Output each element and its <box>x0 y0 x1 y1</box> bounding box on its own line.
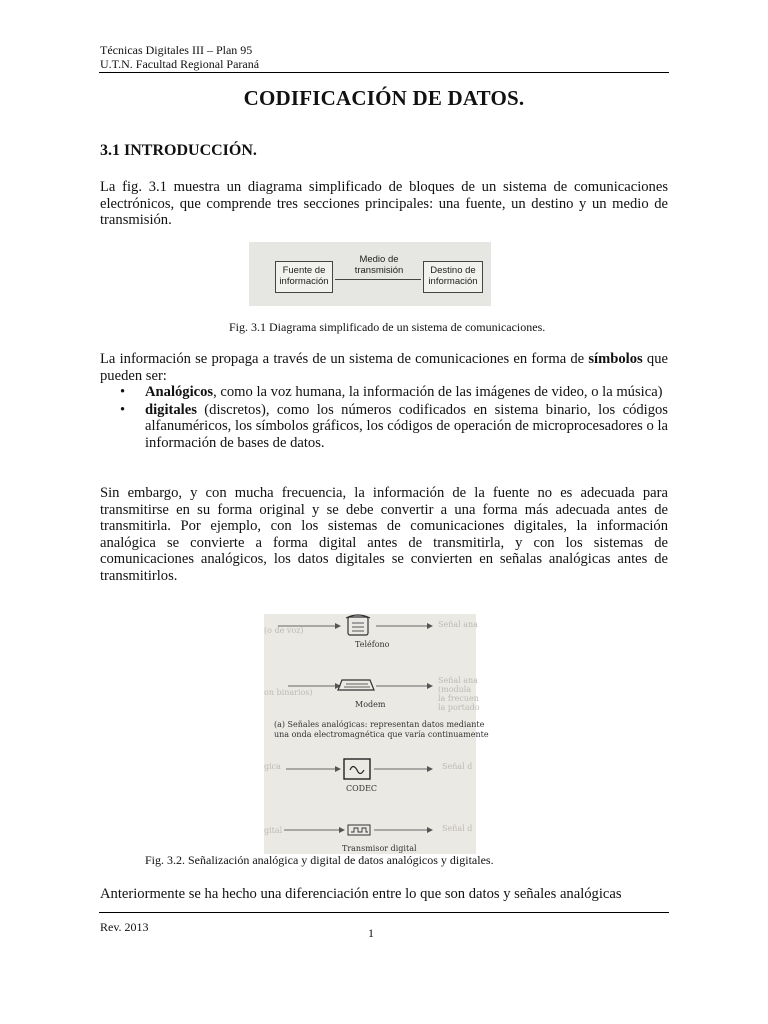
dest-label-2: información <box>428 276 478 287</box>
input-label-4: gital <box>264 826 283 835</box>
closing-paragraph: Anteriormente se ha hecho una diferenciación entre lo que son datos y señales analógicas <box>100 886 622 902</box>
output-label-2c: la frecuen <box>438 694 479 703</box>
medium-line <box>335 279 421 280</box>
symbols-tail: que pueden ser: <box>100 351 668 384</box>
destination-block <box>423 261 483 293</box>
telephone-label: Teléfono <box>355 640 390 649</box>
analog-note-line-1: (a) Señales analógicas: representan datos mediante <box>274 720 485 729</box>
codec-label: CODEC <box>346 784 378 793</box>
header-course: Técnicas Digitales III – Plan 95 <box>100 43 253 57</box>
input-label-2: on binarios) <box>264 688 313 697</box>
codec-icon <box>344 759 370 779</box>
list-item-analog <box>100 384 668 401</box>
modem-label: Modem <box>355 700 386 709</box>
figure-3-1-caption: Fig. 3.1 Diagrama simplificado de un sistema de comunicaciones. <box>229 320 546 334</box>
document-title: CODIFICACIÓN DE DATOS. <box>243 86 525 110</box>
output-label-1: Señal ana <box>438 620 478 629</box>
list-item-digital <box>100 402 668 452</box>
output-label-4: Señal d <box>442 824 473 833</box>
source-label-1: Fuente de <box>282 265 326 276</box>
bullet-icon: • <box>120 384 126 400</box>
digital-term: digitales <box>145 401 197 418</box>
conversion-paragraph: Sin embargo, y con mucha frecuencia, la información de la fuente no es adecuada para transmitirse en su forma original y se debe convertir a una forma más adecuada antes de transmitirla. Por ejemplo, con los sistemas de comunicaciones digitales, la información analógica se convierte a forma digital antes de transmitirla, y con los sistemas de comunicaciones analógicos, los datos digitales se convierten en señalas analógicas antes de transmitirlos. <box>100 485 668 584</box>
source-label-2: información <box>279 276 329 287</box>
header-institution: U.T.N. Facultad Regional Paraná <box>100 57 260 71</box>
digital-text: (discretos), como los números codificados en sistema binario, los códigos alfanuméricos, los símbolos gráficos, los códigos de operación de microprocesadores o la información de bases de datos. <box>145 401 668 451</box>
section-heading: 3.1 INTRODUCCIÓN. <box>100 142 257 159</box>
input-label-1: (o de voz) <box>264 626 304 635</box>
output-label-3: Señal d <box>442 762 473 771</box>
figure-3-1 <box>249 242 491 306</box>
dest-label-1: Destino de <box>430 265 476 276</box>
medium-label-2: transmisión <box>354 265 404 276</box>
output-label-2b: (modula <box>438 685 472 694</box>
transmitter-label: Transmisor digital <box>342 844 417 853</box>
figure-3-2 <box>264 614 489 854</box>
digital-transmitter-icon <box>348 825 370 835</box>
bullet-icon: • <box>120 401 126 418</box>
analog-note-line-2: una onda electromagnética que varía continuamente <box>274 730 489 739</box>
medium-label <box>339 254 419 276</box>
symbols-term: símbolos <box>588 351 643 367</box>
output-label-2d: la portado <box>438 703 480 712</box>
figure-3-2-caption: Fig. 3.2. Señalización analógica y digital de datos analógicos y digitales. <box>145 853 494 867</box>
source-block <box>275 261 333 293</box>
input-label-3: gica <box>264 762 281 771</box>
symbol-types-list <box>100 384 668 452</box>
output-label-2a: Señal ana <box>438 676 478 685</box>
footer-divider <box>99 912 669 913</box>
page-number: 1 <box>368 926 374 940</box>
symbols-paragraph <box>100 351 668 384</box>
footer-revision: Rev. 2013 <box>100 920 149 934</box>
analog-term: Analógicos <box>145 384 214 400</box>
header-divider <box>99 72 669 73</box>
analog-text: , como la voz humana, la información de las imágenes de video, o la música) <box>213 384 663 400</box>
modem-icon <box>338 680 374 690</box>
medium-label-1: Medio de <box>359 254 399 265</box>
symbols-lead: La información se propaga a través de un sistema de comunicaciones en forma de <box>100 351 589 367</box>
intro-paragraph: La fig. 3.1 muestra un diagrama simplificado de bloques de un sistema de comunicaciones electrónicos, que comprende tres secciones principales: una fuente, un destino y un medio de transmisión. <box>100 179 668 228</box>
telephone-icon <box>346 615 370 635</box>
